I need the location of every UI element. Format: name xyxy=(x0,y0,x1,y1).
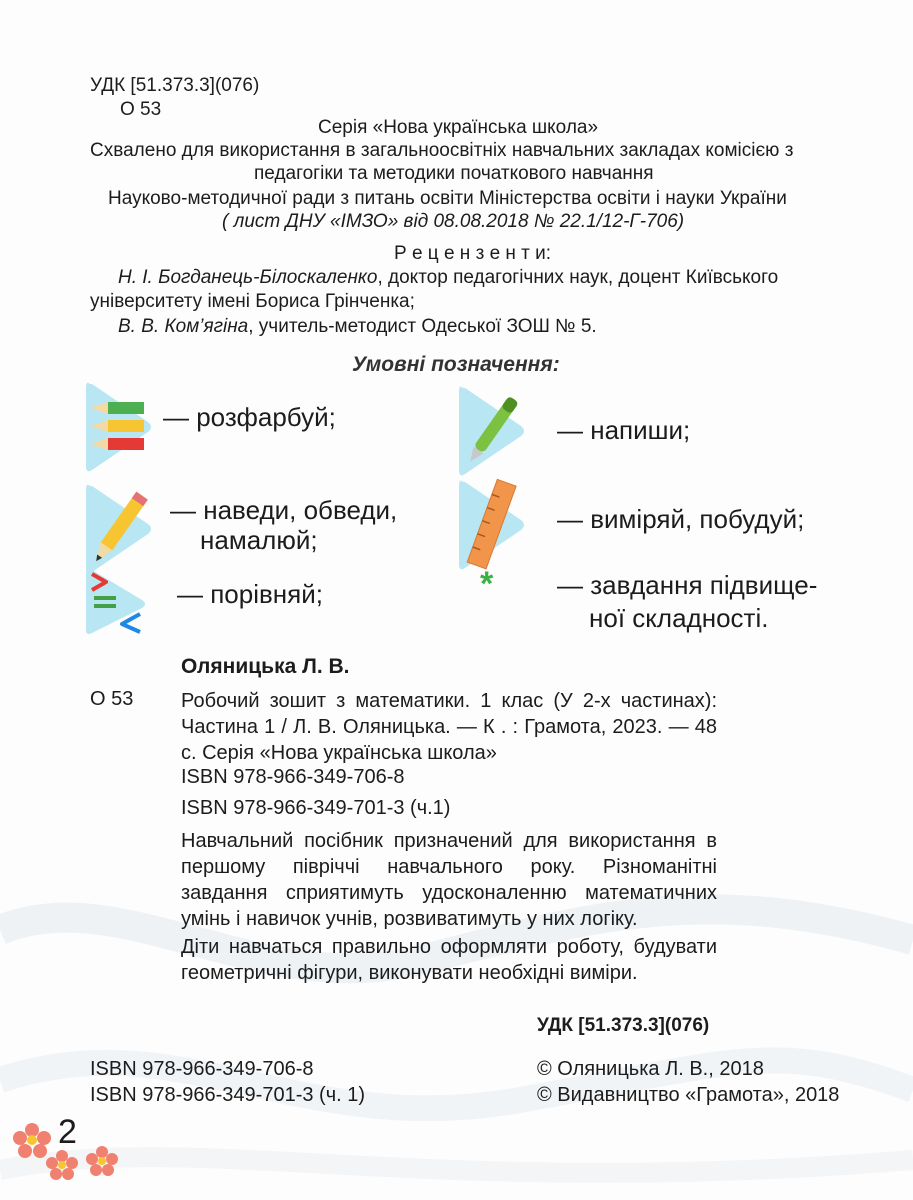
legend-hard-text-2: ної складності. xyxy=(589,603,769,633)
catalog-annotation-2: Діти навчаться правильно оформляти роботу, будувати геометричні фігури, виконувати необхідні виміри. xyxy=(181,936,717,984)
pencils-icon xyxy=(82,378,154,476)
code-top: О 53 xyxy=(120,99,162,120)
legend-hard-text-1: — завдання підвище- xyxy=(557,570,818,600)
reviewer-2-rest: , учитель-методист Одеської ЗОШ № 5. xyxy=(248,316,597,337)
catalog-isbn-1: ISBN 978-966-349-706-8 xyxy=(181,766,405,788)
catalog-annotation-1: Навчальний посібник призначений для використання в першому півріччі навчального року. Різноманітні завдання сприятимуть удосконаленню математичних умінь і навичок учнів, розвиватимуть у них логіку. xyxy=(181,830,717,930)
star-icon: * xyxy=(480,565,494,603)
catalog-code: О 53 xyxy=(90,688,134,710)
legend-trace-text-1: — наведи, обведи, xyxy=(170,495,398,525)
reviewer-1-name: Н. І. Богданець-Білоскаленко xyxy=(118,267,378,288)
reviewers-heading: Р е ц е н з е н т и: xyxy=(394,243,552,264)
approval-line-4: ( лист ДНУ «ІМЗО» від 08.08.2018 № 22.1/12-Г-706) xyxy=(222,211,685,232)
isbn-bottom-2: ISBN 978-966-349-701-3 (ч. 1) xyxy=(90,1084,366,1106)
series-line: Серія «Нова українська школа» xyxy=(318,117,599,138)
approval-line-1: Схвалено для використання в загальноосвітніх навчальних закладах комісією з xyxy=(90,140,794,161)
pencil-icon xyxy=(82,480,154,578)
reviewer-1-line-2: університету імені Бориса Грінченка; xyxy=(90,291,415,312)
reviewer-2-name: В. В. Ком’ягіна xyxy=(118,316,249,337)
catalog-author: Оляницька Л. В. xyxy=(181,655,350,678)
reviewer-1-rest: , доктор педагогічних наук, доцент Київського xyxy=(377,267,779,288)
copyright-author: © Оляницька Л. В., 2018 xyxy=(537,1058,764,1080)
approval-line-2: педагогіки та методики початкового навчання xyxy=(254,163,654,184)
reviewer-1 xyxy=(118,267,778,289)
legend-heading: Умовні позначення: xyxy=(352,353,560,376)
legend-write-text: — напиши; xyxy=(557,415,691,445)
legend-trace-text-2: намалюй; xyxy=(200,525,318,555)
ruler-icon xyxy=(455,476,527,574)
catalog-isbn-2: ISBN 978-966-349-701-3 (ч.1) xyxy=(181,797,451,819)
copyright-publisher: © Видавництво «Грамота», 2018 xyxy=(537,1084,840,1106)
legend-measure-text: — виміряй, побудуй; xyxy=(557,504,805,534)
compare-signs-icon xyxy=(82,566,154,638)
catalog-description: Робочий зошит з математики. 1 клас (У 2-х частинах): Частина 1 / Л. В. Оляницька. — К . : Грамота, 2023. — 48 с. Серія «Нова українська школа» xyxy=(181,690,717,764)
udk-bottom: УДК [51.373.3](076) xyxy=(537,1015,710,1036)
approval-line-3: Науково-методичної ради з питань освіти Міністерства освіти і науки України xyxy=(108,188,787,209)
pen-icon xyxy=(455,382,527,480)
isbn-bottom-1: ISBN 978-966-349-706-8 xyxy=(90,1058,314,1080)
udk-top: УДК [51.373.3](076) xyxy=(90,75,260,96)
legend-compare-text: — порівняй; xyxy=(177,579,323,609)
legend-color-text: — розфарбуй; xyxy=(163,402,336,432)
page-number: 2 xyxy=(58,1113,77,1151)
reviewer-2 xyxy=(118,316,597,338)
